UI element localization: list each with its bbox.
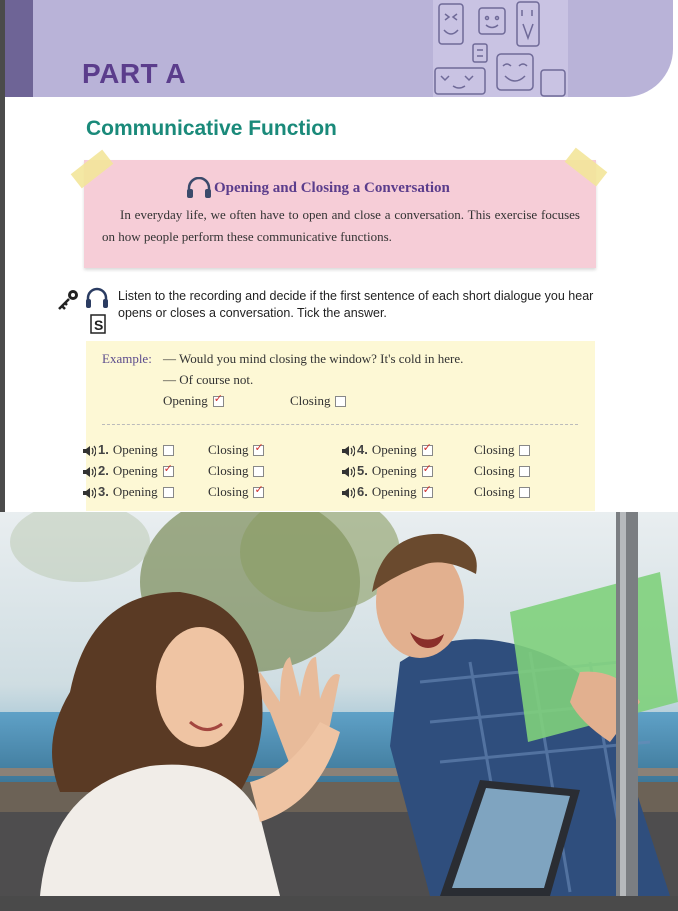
exercise-item-4-closing — [474, 442, 530, 458]
closing-checkbox[interactable] — [253, 466, 264, 477]
speaker-icon[interactable] — [82, 487, 96, 499]
exercise-item-2-closing — [208, 463, 264, 479]
opening-checkbox[interactable] — [422, 487, 433, 498]
opening-label: Opening — [112, 442, 158, 457]
opening-label: Opening — [112, 484, 158, 499]
example-line-2: — Of course not. — [163, 372, 254, 387]
part-title: PART A — [82, 58, 187, 89]
item-number: 5. — [357, 463, 368, 478]
opening-checkbox[interactable] — [163, 487, 174, 498]
closing-checkbox[interactable] — [519, 466, 530, 477]
item-number: 3. — [98, 484, 109, 499]
opening-label: Opening — [371, 484, 417, 499]
item-number: 1. — [98, 442, 109, 457]
speaker-icon[interactable] — [341, 445, 355, 457]
exercise-item-4 — [341, 442, 433, 458]
closing-label: Closing — [208, 484, 249, 499]
example-opening-option — [163, 393, 224, 409]
closing-label: Closing — [474, 484, 515, 499]
closing-label: Closing — [208, 463, 249, 478]
closing-label: Closing — [208, 442, 249, 457]
example-line-1: — Would you mind closing the window? It's cold in here. — [163, 351, 464, 366]
closing-label: Closing — [474, 463, 515, 478]
opening-checkbox[interactable] — [163, 445, 174, 456]
item-number: 4. — [357, 442, 368, 457]
exercise-item-2 — [82, 463, 174, 479]
page-bottom-edge — [0, 896, 678, 911]
speaker-icon[interactable] — [82, 445, 96, 457]
section-title: Communicative Function — [86, 117, 337, 140]
example-closing-option — [290, 393, 346, 409]
instruction-icons — [56, 287, 116, 342]
info-box-body: In everyday life, we often have to open and close a conversation. This exercise focuses on how people perform these communicative functions. — [102, 207, 580, 244]
exercise-item-3 — [82, 484, 174, 500]
opening-label: Opening — [112, 463, 158, 478]
opening-label: Opening — [371, 442, 417, 457]
closing-checkbox[interactable] — [253, 487, 264, 498]
header-accent-bar — [5, 0, 33, 97]
doodle-faces-illustration — [433, 0, 568, 97]
example-opening-label: Opening — [163, 393, 208, 408]
closing-checkbox[interactable] — [519, 445, 530, 456]
svg-text:S: S — [94, 317, 104, 333]
photo-two-people-greeting — [0, 512, 678, 896]
divider — [102, 424, 578, 425]
opening-checkbox[interactable] — [422, 466, 433, 477]
closing-checkbox[interactable] — [519, 487, 530, 498]
doodle-faces-svg — [433, 0, 568, 97]
headphones-icon — [186, 177, 212, 204]
speaker-icon[interactable] — [341, 466, 355, 478]
exercise-item-1-closing — [208, 442, 264, 458]
script-icon — [91, 315, 105, 333]
info-box-title: Opening and Closing a Conversation — [214, 180, 450, 196]
speaker-icon[interactable] — [82, 466, 96, 478]
opening-checkbox[interactable] — [422, 445, 433, 456]
example-closing-checkbox[interactable] — [335, 396, 346, 407]
exercise-item-5 — [341, 463, 433, 479]
exercise-item-6 — [341, 484, 433, 500]
example-label: Example: — [102, 351, 152, 366]
exercise-item-1 — [82, 442, 174, 458]
closing-label: Closing — [474, 442, 515, 457]
example-opening-checkbox[interactable] — [213, 396, 224, 407]
opening-label: Opening — [371, 463, 417, 478]
example-closing-label: Closing — [290, 393, 331, 408]
speaker-icon[interactable] — [341, 487, 355, 499]
headphones-icon-small — [86, 289, 108, 308]
closing-checkbox[interactable] — [253, 445, 264, 456]
item-number: 6. — [357, 484, 368, 499]
opening-checkbox[interactable] — [163, 466, 174, 477]
instruction-text: Listen to the recording and decide if the first sentence of each short dialogue you hear opens or closes a conversation. Tick the answer. — [118, 289, 594, 320]
item-number: 2. — [98, 463, 109, 478]
exercise-item-3-closing — [208, 484, 264, 500]
exercise-item-6-closing — [474, 484, 530, 500]
key-icon — [59, 290, 78, 309]
exercise-item-5-closing — [474, 463, 530, 479]
